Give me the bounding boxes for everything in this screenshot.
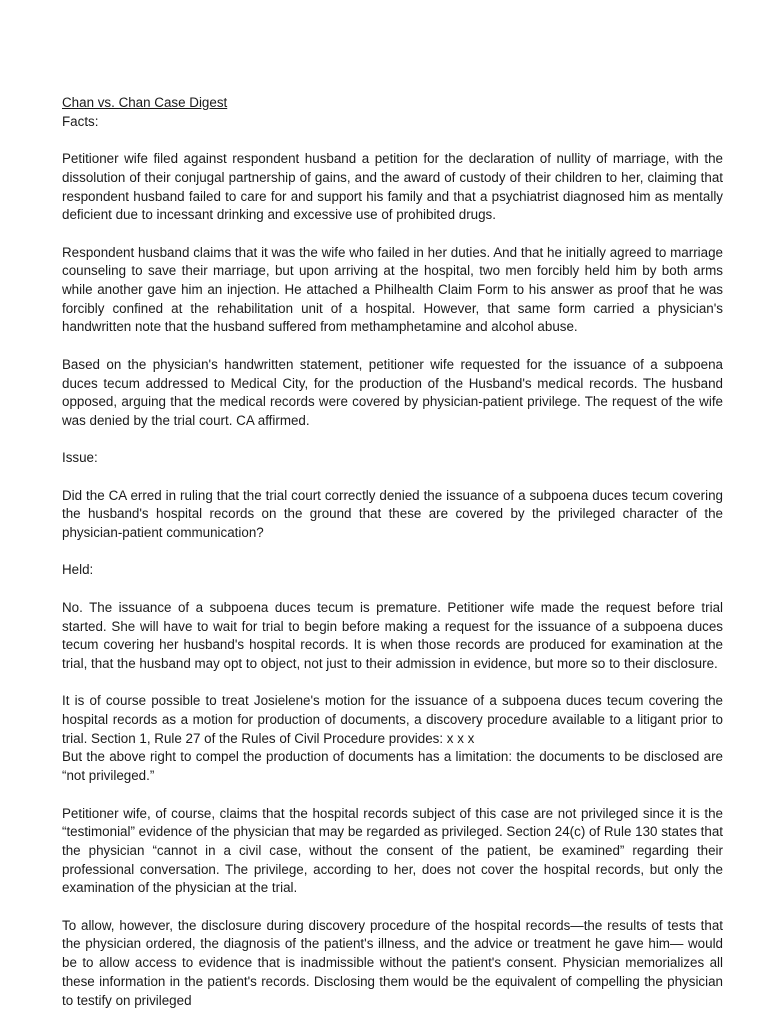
issue-paragraph: Did the CA erred in ruling that the trial court correctly denied the issuance of a subpoena duces tecum covering the husband's hospital records on the ground that these are covered by the privileged character of the physician-patient communication?: [62, 487, 723, 541]
held-paragraph-3: But the above right to compel the production of documents has a limitation: the documents to be disclosed are “not privileged.”: [62, 749, 723, 784]
held-paragraph-1: No. The issuance of a subpoena duces tecum is premature. Petitioner wife made the request before trial started. She will have to wait for trial to begin before making a request for the issuance of a subpoena duces tecum covering her husband's hospital records. It is when those records are produced for examination at the trial, that the husband may opt to object, not just to their admission in evidence, but more so to their disclosure.: [62, 599, 723, 671]
spacer: [62, 131, 723, 150]
held-heading: Held:: [62, 562, 94, 578]
facts-paragraph-2: Respondent husband claims that it was the wife who failed in her duties. And that he initially agreed to marriage counseling to save their marriage, but upon arriving at the hospital, two men forcibly held him by both arms while another gave him an injection. He attached a Philhealth Claim Form to his answer as proof that he was forcibly confined at the rehabilitation unit of a hospital. However, that same form carried a physician's handwritten note that the husband suffered from methamphetamine and alcohol abuse.: [62, 244, 723, 335]
document-title: Chan vs. Chan Case Digest: [62, 95, 228, 110]
document-page: [62, 94, 723, 1029]
facts-heading: Facts:: [62, 113, 99, 129]
issue-heading: Issue:: [62, 450, 98, 466]
held-paragraph-5: To allow, however, the disclosure during discovery procedure of the hospital records—the results of tests that the physician ordered, the diagnosis of the patient's illness, and the advice or treatment he gave him— would be to allow access to evidence that is inadmissible without the patient's consent. Physician memorializes all these information in the patient's records. Disclosing them would be the equivalent of compelling the physician to testify on privileged: [62, 917, 723, 1008]
held-paragraph-4: Petitioner wife, of course, claims that the hospital records subject of this case are not privileged since it is the “testimonial” evidence of the physician that may be regarded as privileged. Section 24(c) of Rule 130 states that the physician “cannot in a civil case, without the consent of the patient, be examined” regarding their professional conversation. The privilege, according to her, does not cover the hospital records, but only the examination of the physician at the trial.: [62, 805, 723, 896]
facts-paragraph-1: Petitioner wife filed against respondent husband a petition for the declaration of nullity of marriage, with the dissolution of their conjugal partnership of gains, and the award of custody of their children to her, claiming that respondent husband failed to care for and support his family and that a psychiatrist diagnosed him as mentally deficient due to incessant drinking and excessive use of prohibited drugs.: [62, 151, 723, 223]
held-paragraph-2: It is of course possible to treat Josielene's motion for the issuance of a subpoena duces tecum covering the hospital records as a motion for production of documents, a discovery procedure available to a litigant prior to trial. Section 1, Rule 27 of the Rules of Civil Procedure provides: x x x: [62, 693, 723, 746]
facts-paragraph-3: Based on the physician's handwritten statement, petitioner wife requested for the issuance of a subpoena duces tecum addressed to Medical City, for the production of the Husband's medical records. The husband opposed, arguing that the medical records were covered by physician-patient privilege. The request of the wife was denied by the trial court. CA affirmed.: [62, 356, 723, 428]
